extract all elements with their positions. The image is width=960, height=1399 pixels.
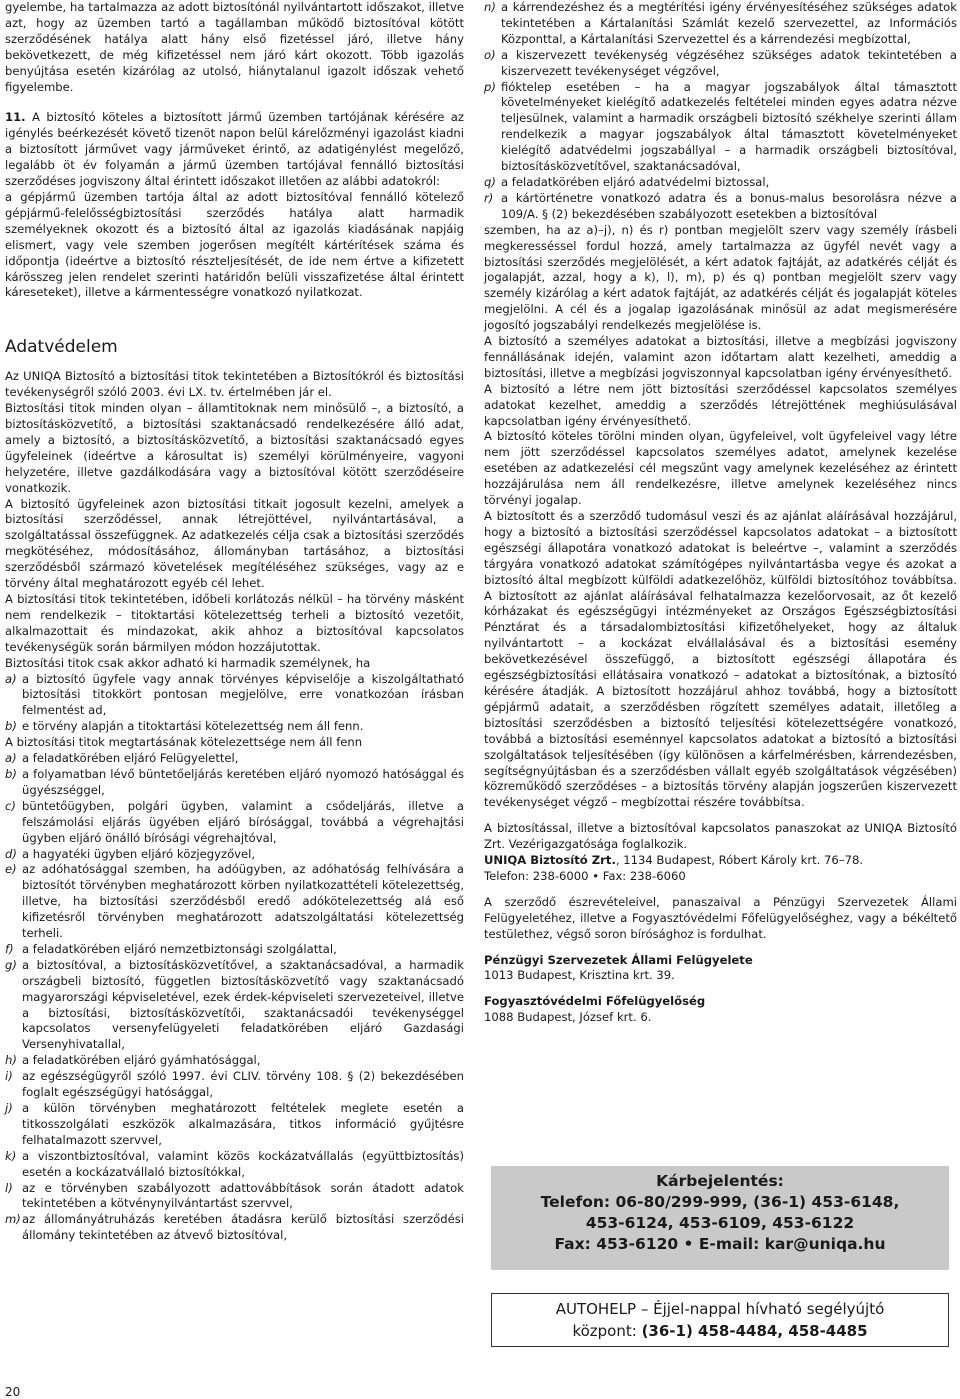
exemption-list	[5, 751, 464, 1244]
list-text: az egészségügyről szóló 1997. évi CLIV. törvény 108. § (2) bekezdésében foglalt egészségügyi hatósággal,	[22, 1069, 464, 1100]
failed-contract-paragraph: A biztosító a létre nem jött biztosítási szerződéssel kapcsolatos személyes adatokat kezelhet, ameddig a szerződés létrejöttének meghiúsulásával kapcsolatban igény érvényesíthető.	[484, 381, 957, 428]
list-item	[484, 191, 957, 223]
titok-definition-paragraph: Biztosítási titok minden olyan – államtitoknak nem minősülő –, a biztosító, a biztosításközvetítő, a biztosítási szaktanácsadó rendelkezésére álló adat, amely a biztosító, a biztosításközvetítő, a biztosítási szaktanácsadó egyes ügyfeleinek (ideértve a károsultat is) személyi körülményeire, vagyoni helyzetére, illetve gazdálkodására vagy a biztosítóval kötött szerződéseire vonatkozik.	[5, 401, 464, 495]
list-letter: d)	[5, 846, 17, 861]
company-name: UNIQA Biztosító Zrt.	[484, 853, 616, 868]
list-letter: e)	[5, 862, 17, 877]
autohelp-numbers: (36-1) 458-4484, 458-4485	[641, 1322, 868, 1340]
supervision-paragraph: A szerződő észrevételeivel, panaszaival a Pénzügyi Szervezetek Állami Felügyeletéhez, illetve a Fogyasztóvédelmi Főfelügyelőséghez, vagy a békéltető testülethez, végső soron bírósághoz is fordulhat.	[484, 894, 957, 941]
list-text: fióktelep esetében – ha a magyar jogszabályok által támasztott követelményeket kielégítő adatkezelés feltételei minden egyes adatra nézve teljesülnek, valamint a harmadik országbeli biztosító székhelye szerinti állam rendelkezik a magyar jogszabályok által támasztott követelményeket kielégítő adatvédelmi jogszabállyal – a harmadik országbeli biztosítóval, biztosításközvetítővel, szaktanácsadóval,	[501, 79, 957, 174]
list-text: a viszontbiztosítóval, valamint közös kockázatvállalás (együttbiztosítás) esetén a kockázatvállaló biztosítókkal,	[22, 1148, 464, 1179]
request-conditions-paragraph: szemben, ha az a)–j), n) és r) pontban megjelölt szerv vagy személy írásbeli megkeresséssel fordul hozzá, amely tartalmazza az ügyfél nevét vagy a biztosítási szerződés megjelölését, a kért adatok fajtáját, az adatkérés célját és jogalapját, azzal, hogy a k), l), m), p) és q) pontban megjelölt szerv vagy személy kizárólag a kért adatok fajtáját, az adatkérés célját és jogalapját köteles megjelölni. A cél és a jogalap igazolásának minősül az adat megismerésére jogosító jogszabályi rendelkezés megjelölése is.	[484, 222, 957, 333]
list-item	[5, 799, 464, 847]
section-11-continuation: a gépjármű üzemben tartója által az adott biztosítóval fennálló kötelező gépjármű-felelősségbiztosítási szerződés hatálya alatt harmadik személyeknek okozott és a biztosító által az igazolás kiadásának napjáig elismert, vagy vele szemben jogerősen megítélt kártérítések száma és időpontja (ideértve a biztosító részteljesítését, de ide nem értve a kifizetett kárösszeg jelen rendelet szerinti határidőn belüli visszafizetése által érintett káreseteket), illetve a kármentességre vonatkozó nyilatkozat.	[5, 189, 464, 300]
list-text: a külön törvényben meghatározott feltételek meglete esetén a titkosszolgálati eszközök alkalmazására, titkos információ gyűjtésre felhatalmazott szervvel,	[22, 1101, 464, 1147]
exemption-intro-paragraph: A biztosítási titok megtartásának kötelezettsége nem áll fenn	[5, 735, 363, 750]
data-handling-paragraph: A biztosító ügyfeleinek azon biztosítási titkait jogosult kezelni, amelyek a biztosítási szerződéssel, annak létrejöttével, nyilvántartásával, a szolgáltatással összefüggnek. Az adatkezelés célja csak a biztosítási szerződés megkötéséhez, módosításához, állományban tartásához, a biztosítási szerződésből származó követelések megítéléséhez szükséges, vagy az e törvény által meghatározott egyéb cél lehet.	[5, 496, 464, 591]
retention-paragraph: A biztosító a személyes adatokat a biztosítási, illetve a megbízási jogviszony fennállásának idején, valamint azon időtartam alatt kezelheti, ameddig a biztosítási, illetve a megbízási jogviszonnyal kapcsolatban igény érvényesíthető.	[484, 334, 957, 380]
claims-fax-email-line: Fax: 453-6120 • E-mail: kar@uniqa.hu	[554, 1235, 886, 1253]
claims-phone-line-2: 453-6124, 453-6109, 453-6122	[585, 1214, 855, 1232]
list-letter: a)	[5, 751, 17, 766]
section-11-paragraph	[5, 110, 464, 190]
right-column	[484, 0, 957, 1026]
list-text: a hagyatéki ügyben eljáró közjegyzővel,	[22, 846, 256, 861]
list-letter: p)	[484, 79, 496, 94]
list-letter: r)	[484, 190, 494, 205]
claims-title: Kárbejelentés:	[656, 1172, 784, 1190]
list-letter: l)	[5, 1180, 13, 1195]
list-letter: n)	[484, 0, 496, 14]
section-heading: Adatvédelem	[5, 337, 118, 358]
list-letter: a)	[5, 671, 17, 686]
list-item	[5, 751, 464, 767]
intro-paragraph: gyelembe, ha tartalmazza az adott biztosítónál nyilvántartott időszakot, illetve azt, hogy az üzemben tartó a tagállamban működő biztosítóval kötött szerződésének hatálya alatt hány első fizetéssel járó, illetve hány bekövetkezett, de még kifizetéssel nem járó kárt okozott. Több igazolás benyújtása esetén kizárólag az utolsó, hiánytalanul igazolt időszak vehető figyelembe.	[5, 0, 464, 94]
consumer-protection-address: 1088 Budapest, József krt. 6.	[484, 1010, 652, 1025]
list-letter: q)	[484, 174, 496, 189]
list-item	[5, 1212, 464, 1244]
autohelp-label: központ:	[572, 1322, 642, 1340]
deletion-paragraph: A biztosító köteles törölni minden olyan, ügyfeleivel, volt ügyfeleivel vagy létre nem jött szerződéssel kapcsolatos személyes adatot, amelynek kezelése esetében az adatkezelési cél megszűnt vagy amelynek kezeléséhez az érintett hozzájárulása nem áll rendelkezésre, illetve amelynek kezeléséhez nincs törvényi jogalap.	[484, 429, 957, 508]
list-letter: i)	[5, 1069, 13, 1084]
list-item	[5, 767, 464, 799]
list-letter: m)	[5, 1212, 21, 1227]
list-letter: k)	[5, 1148, 17, 1163]
confidentiality-paragraph: A biztosítási titok tekintetében, időbeli korlátozás nélkül – ha törvény másként nem rendelkezik – titoktartási kötelezettség terheli a biztosító vezetőit, alkalmazottait és mindazokat, akik ahhoz a biztosítóval kapcsolatos tevékenységük során bármilyen módon hozzájutottak.	[5, 592, 464, 654]
section-11-text: A biztosító köteles a biztosított jármű üzemben tartójának kérésére az igénylés beérkezését követő tizenöt napon belül kárelőzményi igazolást kiadni a biztosított járművet vagy járműveket érintő, az adatigénylést megelőző, legalább öt év folyamán a jármű üzemben tartójával fennálló biztosítási szerződéses jogviszony által érintett időszakot illetően az alábbi adatokról:	[5, 110, 464, 189]
list-letter: c)	[5, 798, 16, 813]
company-phone: Telefon: 238-6000 • Fax: 238-6060	[484, 868, 686, 883]
list-item	[484, 48, 957, 80]
list-letter: h)	[5, 1053, 17, 1068]
list-text: a feladatkörében eljáró adatvédelmi biztossal,	[501, 174, 770, 189]
autohelp-title: AUTOHELP – Éjjel-nappal hívható segélyújtó	[555, 1300, 885, 1318]
third-party-conditions-list	[5, 672, 464, 736]
claims-contact-box	[491, 1166, 949, 1270]
list-item	[5, 672, 464, 720]
list-text: a biztosítóval, a biztosításközvetítővel, a szaktanácsadóval, a harmadik országbeli biztosító, független biztosításközvetítő vagy szaktanácsadó magyarországi képviseletével, ezek érdek-képviseleti szervezeteivel, illetve a biztosítási, biztosításközvetítői, szaktanácsadói tevékenységgel kapcsolatos versenyfelügyeleti feladatkörében eljáró Gazdasági Versenyhivatallal,	[22, 957, 464, 1052]
consent-paragraph: A biztosított és a szerződő tudomásul veszi és az ajánlat aláírásával hozzájárul, hogy a biztosító a biztosítási szerződéssel kapcsolatos adatokat – a biztosított egészségi állapotára vonatkozó adatokat is beleértve –, valamint a szerződés tárgyára vonatkozó adatokat számítógépes nyilvántartásba vegye és azokat a biztosító által megbízott külföldi adatkezelőhöz, külföldi biztosítóhoz továbbítsa. A biztosított az ajánlat aláírásával felhatalmazza kezelőorvosait, az őt kezelő kórházakat és egészségügyi intézményeket az Országos Egészségbiztosítási Pénztárat és a társadalombiztosítási kifizetőhelyeket, hogy az általuk nyilvántartott – a kockázat elvállalásával és a biztosítási esemény bekövetkezésével összefüggő, a biztosított egészségi állapotára és egészségbiztosítási ellátásaira vonatkozó – adatokat a biztosítónak, a biztosító kérésére átadják. A biztosított hozzájárul ahhoz továbbá, hogy a biztosított gépjármű adatait, a szerződésben rögzített személyes adatait, illetőleg a biztosítási szerződésben a biztosító teljesítési kötelezettségére vonatkozó, továbbá a biztosítási eseménnyel kapcsolatos adatokat a biztosító a biztosítási szolgáltatások teljesítésében (így különösen a kárfelmérésben, kárrendezésben, segítségnyújtásban és a szerződésben vállalt egyéb szolgáltatások végzésében) közreműködő szerződéses – a biztosítás törvény alapján jogszerűen kiszervezett tevékenységet végző – megbízottai részére továbbítsa.	[484, 509, 957, 810]
list-item	[484, 0, 957, 48]
list-letter: b)	[5, 766, 17, 781]
list-text: a biztosító ügyfele vagy annak törvényes képviselője a kiszolgáltatható biztosítási titokkört pontosan megjelölve, erre vonatkozóan írásban felmentést ad,	[22, 671, 464, 718]
complaints-paragraph: A biztosítással, illetve a biztosítóval kapcsolatos panaszokat az UNIQA Biztosító Zrt. Vezérigazgatósága foglalkozik.	[484, 821, 957, 852]
pszaf-name: Pénzügyi Szervezetek Állami Felügyelete	[484, 952, 753, 967]
list-item	[484, 80, 957, 175]
list-item	[5, 942, 464, 958]
list-text: az állományátruházás keretében átadásra kerülő biztosítási szerződési állomány tekintetében az átvevő biztosítóval,	[22, 1212, 464, 1243]
list-text: az e törvényben szabályozott adattovábbítások során átadott adatok tekintetében a kötvénynyilvántartást szervvel,	[22, 1180, 464, 1211]
section-number: 11.	[5, 110, 26, 125]
third-party-paragraph: Biztosítási titok csak akkor adható ki harmadik személynek, ha	[5, 655, 371, 670]
claims-phone-line: Telefon: 06-80/299-999, (36-1) 453-6148,	[540, 1193, 900, 1211]
list-item	[484, 175, 957, 191]
list-text: büntetőügyben, polgári ügyben, valamint a csődeljárás, illetve a felszámolási eljárás ügyében eljáró bírósággal, továbbá a végrehajtási ügyben eljáró önálló bírósági végrehajtóval,	[22, 798, 464, 845]
left-column	[5, 0, 464, 1244]
list-item	[5, 847, 464, 863]
list-text: az adóhatósággal szemben, ha adóügyben, az adóhatóság felhívására a biztosítót törvényben meghatározott körben nyilatkozattételi kötelezettség, illetve, ha biztosítási szerződésből eredő adókötelezettség alá eső kifizetésről törvényben meghatározott adatszolgáltatási kötelezettség terheli.	[22, 862, 464, 941]
uniqa-intro-paragraph: Az UNIQA Biztosító a biztosítási titok tekintetében a Biztosítókról és biztosítási tevékenységről szóló 2003. évi LX. tv. értelmében jár el.	[5, 369, 464, 400]
list-letter: b)	[5, 719, 17, 734]
list-item	[5, 1101, 464, 1149]
exemption-list-continued	[484, 0, 957, 223]
list-item	[5, 719, 464, 735]
list-letter: g)	[5, 957, 17, 972]
pszaf-address: 1013 Budapest, Krisztina krt. 39.	[484, 968, 675, 983]
list-text: a kárrendezéshez és a megtérítési igény érvényesítéséhez szükséges adatok tekintetében a Kártalanítási Számlát kezelő szervezettel, az Információs Központtal, a Kártalanítási Szervezettel és a kárrendezési megbízottal,	[501, 0, 957, 46]
list-text: a kártörténetre vonatkozó adatra és a bonus-malus besorolásra nézve a 109/A. § (2) bekezdésében szabályozott esetekben a biztosítóval	[501, 190, 957, 221]
consumer-protection-name: Fogyasztóvédelmi Főfelügyelőség	[484, 994, 706, 1009]
autohelp-box	[491, 1293, 949, 1347]
list-letter: j)	[5, 1101, 13, 1115]
list-letter: f)	[5, 941, 14, 956]
list-letter: o)	[484, 47, 496, 62]
list-item	[5, 862, 464, 942]
page-number: 20	[5, 1385, 21, 1399]
list-item	[5, 1069, 464, 1101]
list-text: a folyamatban lévő büntetőeljárás keretében eljáró nyomozó hatósággal és ügyészséggel,	[22, 766, 464, 797]
list-item	[5, 958, 464, 1053]
list-item	[5, 1149, 464, 1181]
list-text: a feladatkörében eljáró gyámhatósággal,	[22, 1053, 261, 1068]
autohelp-phone-line	[492, 1320, 948, 1342]
company-address-text: , 1134 Budapest, Róbert Károly krt. 76–78.	[615, 853, 864, 868]
list-text: a feladatkörében eljáró Felügyelettel,	[22, 751, 239, 766]
list-item	[5, 1181, 464, 1213]
list-text: e törvény alapján a titoktartási kötelezettség nem áll fenn.	[22, 719, 364, 734]
list-text: a kiszervezett tevékenység végzéséhez szükséges adatok tekintetében a kiszervezett tevékenységet végzővel,	[501, 47, 957, 78]
list-text: a feladatkörében eljáró nemzetbiztonsági szolgálattal,	[22, 941, 337, 956]
company-address	[484, 853, 957, 869]
list-item	[5, 1053, 464, 1069]
